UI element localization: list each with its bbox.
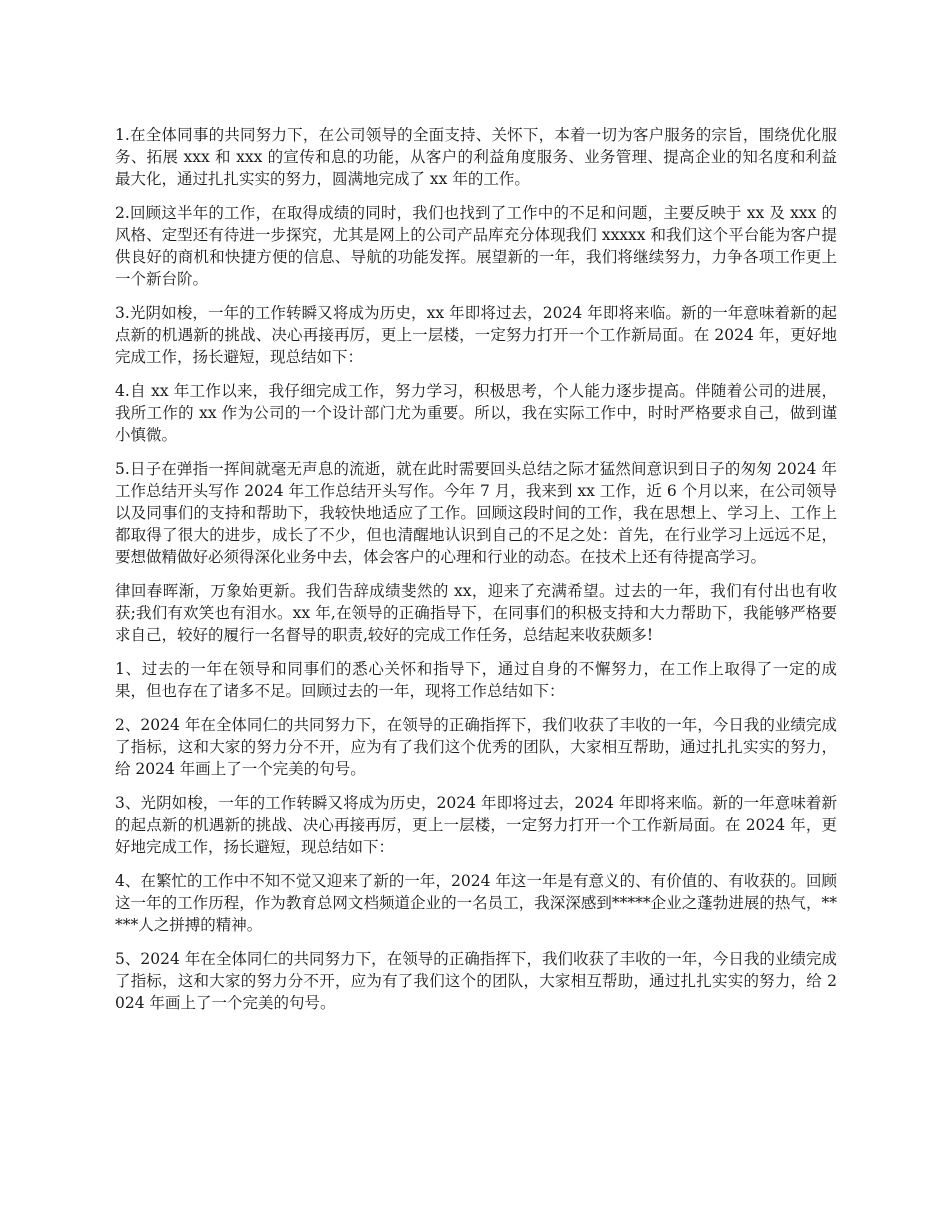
paragraph: 4.自 xx 年工作以来，我仔细完成工作，努力学习，积极思考，个人能力逐步提高。伴随着公司的进展，我所工作的 xx 作为公司的一个设计部门尤为重要。所以，我在实际工作中，时时严格要求自己，做到谨小慎微。 bbox=[115, 382, 837, 444]
paragraph: 1.在全体同事的共同努力下，在公司领导的全面支持、关怀下，本着一切为客户服务的宗旨，围绕优化服务、拓展 xxx 和 xxx 的宣传和息的功能，从客户的利益角度服务、业务管理、提高企业的知名度和利益最大化，通过扎扎实实的努力，圆满地完成了 xx 年的工作。 bbox=[115, 126, 837, 188]
paragraph: 3、光阴如梭，一年的工作转瞬又将成为历史，2024 年即将过去，2024 年即将来临。新的一年意味着新的起点新的机遇新的挑战、决心再接再厉，更上一层楼，一定努力打开一个工作新局面。在 2024 年，更好地完成工作，扬长避短，现总结如下： bbox=[115, 794, 837, 856]
paragraph: 5、2024 年在全体同仁的共同努力下，在领导的正确指挥下，我们收获了丰收的一年，今日我的业绩完成了指标，这和大家的努力分不开，应为有了我们这个的团队，大家相互帮助，通过扎扎实实的努力，给 2024 年画上了一个完美的句号。 bbox=[115, 950, 837, 1012]
paragraph: 2、2024 年在全体同仁的共同努力下，在领导的正确指挥下，我们收获了丰收的一年，今日我的业绩完成了指标，这和大家的努力分不开，应为有了我们这个优秀的团队，大家相互帮助，通过扎扎实实的努力，给 2024 年画上了一个完美的句号。 bbox=[115, 716, 837, 778]
paragraph: 4、在繁忙的工作中不知不觉又迎来了新的一年，2024 年这一年是有意义的、有价值的、有收获的。回顾这一年的工作历程，作为教育总网文档频道企业的一名员工，我深深感到*****企业之蓬勃进展的热气，*****人之拼搏的精神。 bbox=[115, 872, 837, 934]
document-body bbox=[115, 124, 837, 1026]
paragraph: 5.日子在弹指一挥间就毫无声息的流逝，就在此时需要回头总结之际才猛然间意识到日子的匆匆 2024 年工作总结开头写作 2024 年工作总结开头写作。今年 7 月，我来到 xx 工作，近 6 个月以来，在公司领导以及同事们的支持和帮助下，我较快地适应了工作。回顾这段时间的工作，我在思想上、学习上、工作上都取得了很大的进步，成长了不少，但也清醒地认识到自己的不足之处：首先，在行业学习上远远不足，要想做精做好必须得深化业务中去，体会客户的心理和行业的动态。在技术上还有待提高学习。 bbox=[115, 460, 837, 566]
paragraph: 律回春晖渐，万象始更新。我们告辞成绩斐然的 xx，迎来了充满希望。过去的一年，我们有付出也有收获;我们有欢笑也有泪水。xx 年,在领导的正确指导下，在同事们的积极支持和大力帮助下，我能够严格要求自己，较好的履行一名督导的职责,较好的完成工作任务，总结起来收获颇多! bbox=[115, 582, 837, 644]
paragraph: 2.回顾这半年的工作，在取得成绩的同时，我们也找到了工作中的不足和问题，主要反映于 xx 及 xxx 的风格、定型还有待进一步探究，尤其是网上的公司产品库充分体现我们 xxxxx 和我们这个平台能为客户提供良好的商机和快捷方便的信息、导航的功能发挥。展望新的一年，我们将继续努力，力争各项工作更上一个新台阶。 bbox=[115, 204, 837, 288]
paragraph: 3.光阴如梭，一年的工作转瞬又将成为历史，xx 年即将过去，2024 年即将来临。新的一年意味着新的起点新的机遇新的挑战、决心再接再厉，更上一层楼，一定努力打开一个工作新局面。在 2024 年，更好地完成工作，扬长避短，现总结如下： bbox=[115, 304, 837, 366]
paragraph: 1、过去的一年在领导和同事们的悉心关怀和指导下，通过自身的不懈努力，在工作上取得了一定的成果，但也存在了诸多不足。回顾过去的一年，现将工作总结如下： bbox=[115, 660, 837, 700]
